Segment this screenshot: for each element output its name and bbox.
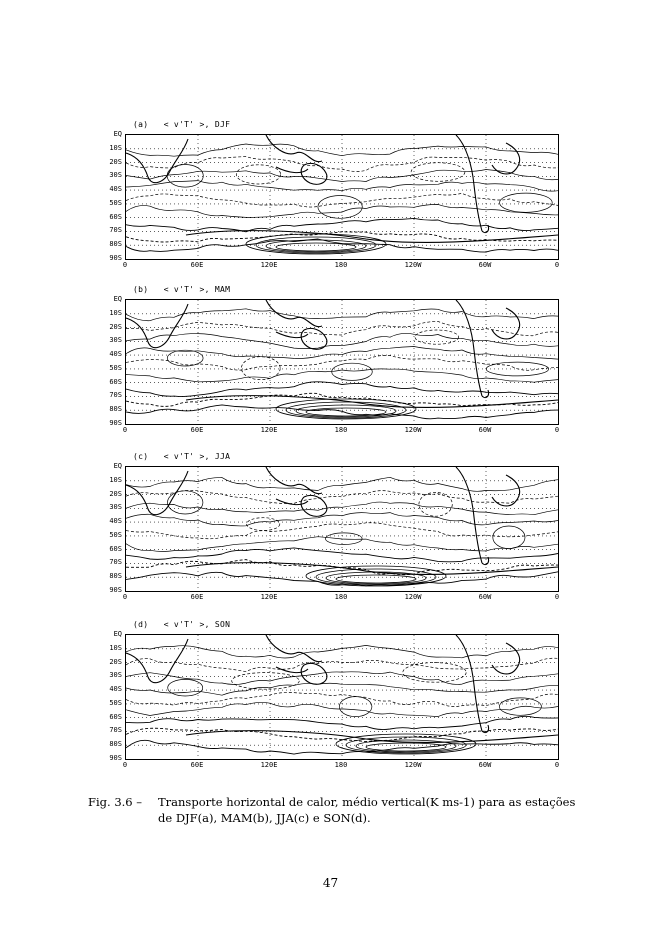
contour-line <box>126 683 558 695</box>
coastline <box>186 231 558 243</box>
longitude-label: 120E <box>260 761 278 769</box>
coastline <box>456 635 489 733</box>
contour-line <box>126 218 558 231</box>
longitude-label: 0 <box>554 426 560 434</box>
contour-loop <box>500 193 553 212</box>
contour-loop <box>168 679 203 696</box>
longitude-label: 120W <box>404 593 422 601</box>
longitude-label: 60E <box>190 426 204 434</box>
latitude-label: EQ <box>113 462 122 470</box>
figure-caption-text: Transporte horizontal de calor, médio vertical(K ms-1) para as estações de DJF(a), MAM(b), JJA(c) e SON(d). <box>158 795 576 825</box>
latitude-label: 80S <box>109 240 122 249</box>
contour-map <box>125 466 559 592</box>
latitude-label: 40S <box>109 517 122 526</box>
latitude-label: 60S <box>109 544 122 553</box>
contour-line <box>126 382 558 397</box>
longitude-label: 180 <box>334 761 348 769</box>
longitude-label: 120W <box>404 261 422 269</box>
latitude-label: 40S <box>109 350 122 359</box>
longitude-label: 60E <box>190 593 204 601</box>
coastline <box>266 467 322 505</box>
longitude-label: 0 <box>554 593 560 601</box>
contour-line <box>126 144 558 156</box>
page-number: 47 <box>322 876 339 890</box>
contour-loop <box>403 663 466 683</box>
latitude-label: 80S <box>109 572 122 581</box>
latitude-label: EQ <box>113 630 122 638</box>
latitude-label: 50S <box>109 530 122 539</box>
contour-loop <box>419 492 452 516</box>
contour-plot <box>126 135 558 259</box>
panel-title: (a) < v'T' >, DJF <box>133 120 231 129</box>
latitude-label: 30S <box>109 671 122 680</box>
coastline <box>301 163 327 184</box>
latitude-label: 40S <box>109 685 122 694</box>
latitude-label: 90S <box>109 419 122 427</box>
latitude-label: 20S <box>109 657 122 666</box>
contour-loop <box>167 350 203 366</box>
longitude-label: 0 <box>554 761 560 769</box>
contour-line <box>126 157 558 172</box>
latitude-label: 50S <box>109 363 122 372</box>
longitude-label: 120E <box>260 426 278 434</box>
longitude-label: 60E <box>190 761 204 769</box>
contour-plot <box>126 300 558 424</box>
latitude-label: 80S <box>109 740 122 749</box>
latitude-label: 50S <box>109 198 122 207</box>
latitude-label: 60S <box>109 212 122 221</box>
latitude-label: 10S <box>109 475 122 484</box>
contour-loop <box>276 243 356 251</box>
coastline <box>492 643 520 674</box>
longitude-label: 60W <box>478 761 492 769</box>
longitude-label: 60W <box>478 593 492 601</box>
longitude-label: 0 <box>122 426 128 434</box>
contour-loop <box>493 526 525 549</box>
panel-title: (b) < v'T' >, MAM <box>133 285 231 294</box>
latitude-label: EQ <box>113 295 122 303</box>
figure-label: Fig. 3.6 – <box>88 795 143 809</box>
longitude-label: 0 <box>554 261 560 269</box>
contour-loop <box>332 363 373 380</box>
contour-line <box>126 309 558 321</box>
coastline <box>456 300 489 398</box>
latitude-label: 90S <box>109 254 122 262</box>
latitude-label: 90S <box>109 586 122 594</box>
latitude-label: 70S <box>109 391 122 400</box>
contour-loop <box>411 163 465 182</box>
contour-loop <box>326 572 426 584</box>
longitude-label: 180 <box>334 261 348 269</box>
latitude-label: 60S <box>109 377 122 386</box>
longitude-label: 120E <box>260 261 278 269</box>
coastline <box>301 328 327 349</box>
coastline <box>266 135 322 173</box>
contour-map <box>125 634 559 760</box>
contour-loop <box>306 408 386 416</box>
contour-map <box>125 134 559 260</box>
contour-loop <box>339 697 372 717</box>
latitude-label: 30S <box>109 171 122 180</box>
contour-loop <box>366 743 446 751</box>
coastline <box>186 563 558 575</box>
contour-loop <box>415 330 459 344</box>
longitude-label: 180 <box>334 426 348 434</box>
latitude-label: 30S <box>109 336 122 345</box>
latitude-label: 20S <box>109 157 122 166</box>
latitude-label: 10S <box>109 308 122 317</box>
latitude-label: 40S <box>109 185 122 194</box>
contour-line <box>126 702 558 716</box>
latitude-label: 20S <box>109 489 122 498</box>
longitude-label: 0 <box>122 261 128 269</box>
contour-loop <box>296 405 396 417</box>
latitude-label: 10S <box>109 643 122 652</box>
coastline <box>492 308 520 339</box>
contour-map <box>125 299 559 425</box>
latitude-label: 20S <box>109 322 122 331</box>
coastline <box>301 663 327 684</box>
contour-line <box>126 658 558 672</box>
contour-loop <box>318 196 362 219</box>
coastline <box>492 143 520 174</box>
latitude-label: 50S <box>109 698 122 707</box>
latitude-label: 70S <box>109 226 122 235</box>
latitude-label: 70S <box>109 726 122 735</box>
panel-title: (d) < v'T' >, SON <box>133 620 231 629</box>
longitude-label: 120W <box>404 426 422 434</box>
latitude-label: 80S <box>109 405 122 414</box>
contour-plot <box>126 635 558 759</box>
longitude-label: 60W <box>478 261 492 269</box>
longitude-label: 60W <box>478 426 492 434</box>
latitude-label: 10S <box>109 143 122 152</box>
contour-loop <box>241 357 280 380</box>
contour-loop <box>336 575 416 583</box>
contour-line <box>126 490 558 503</box>
longitude-label: 120E <box>260 593 278 601</box>
latitude-label: 60S <box>109 712 122 721</box>
latitude-label: EQ <box>113 130 122 138</box>
longitude-label: 180 <box>334 593 348 601</box>
contour-line <box>126 181 558 192</box>
contour-loop <box>168 491 203 514</box>
longitude-label: 0 <box>122 761 128 769</box>
longitude-label: 120W <box>404 761 422 769</box>
latitude-label: 90S <box>109 754 122 762</box>
contour-loop <box>326 533 363 545</box>
coastline <box>266 635 322 673</box>
latitude-label: 30S <box>109 503 122 512</box>
contour-loop <box>266 240 366 252</box>
panel-title: (c) < v'T' >, JJA <box>133 452 231 461</box>
contour-line <box>126 672 558 685</box>
contour-loop <box>247 518 280 531</box>
coastline <box>456 467 489 565</box>
latitude-label: 70S <box>109 558 122 567</box>
longitude-label: 60E <box>190 261 204 269</box>
contour-plot <box>126 467 558 591</box>
longitude-label: 0 <box>122 593 128 601</box>
